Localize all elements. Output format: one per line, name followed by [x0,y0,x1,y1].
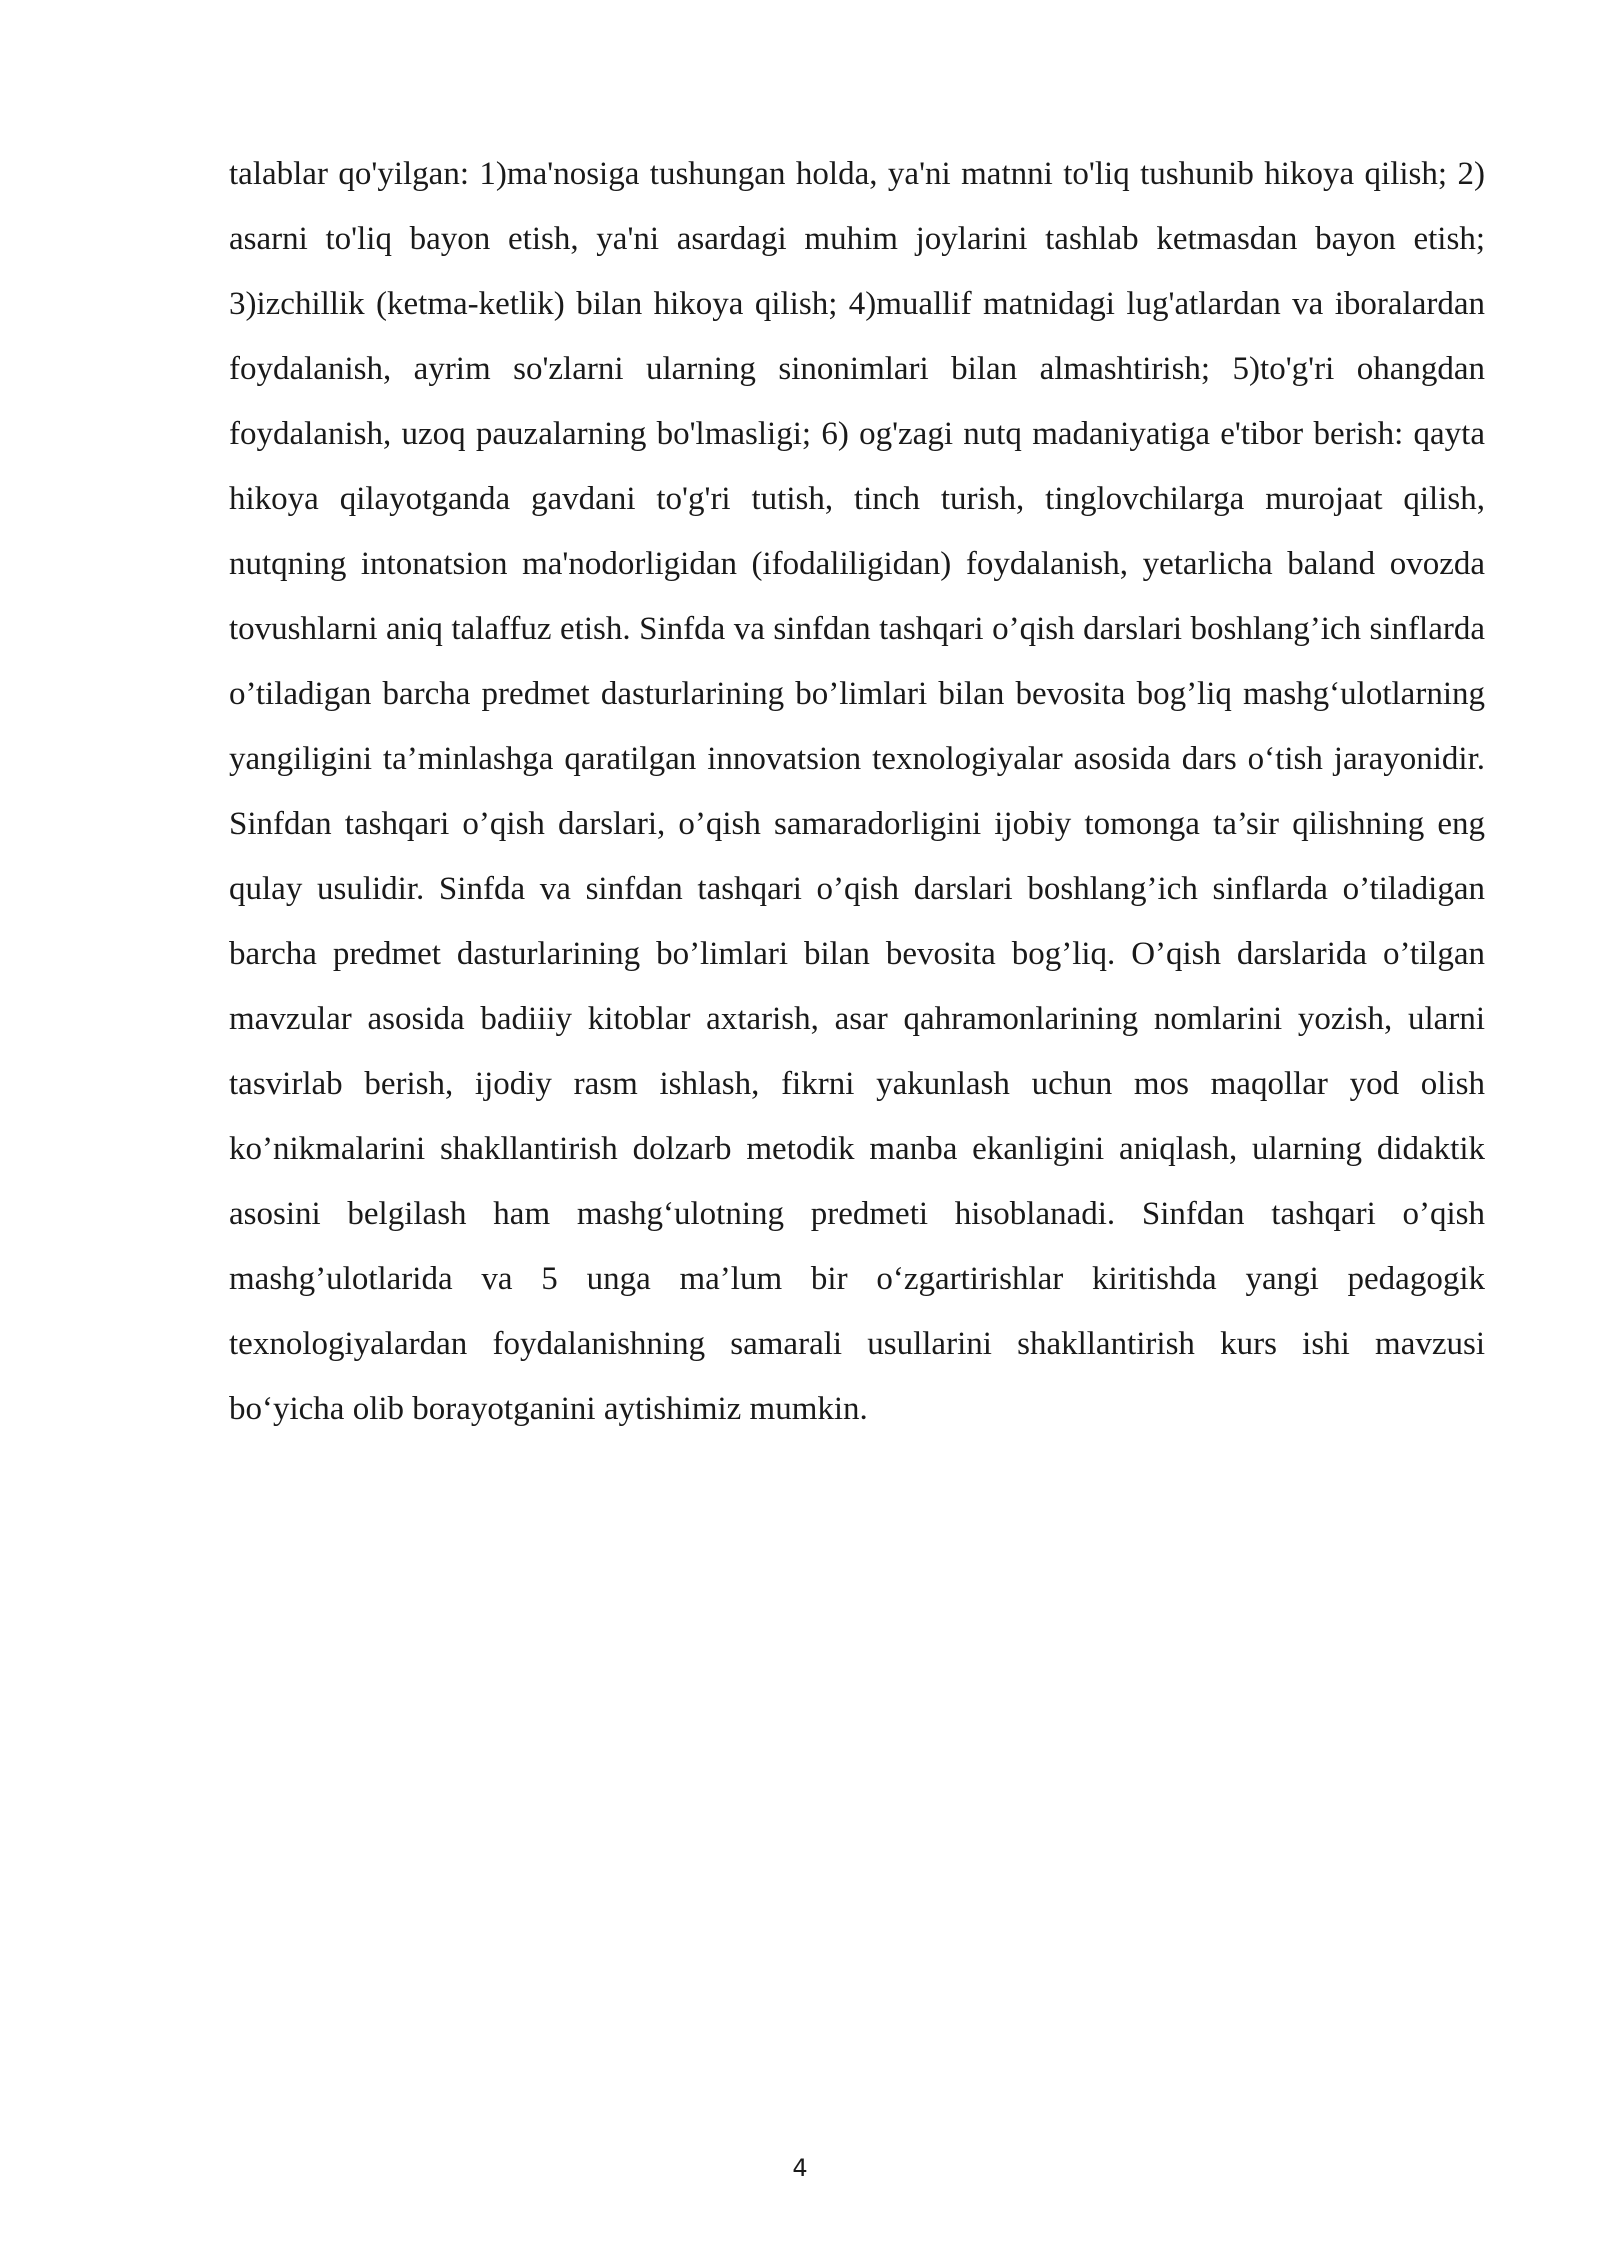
page-number: 4 [792,2154,808,2182]
body-paragraph: talablar qo'yilgan: 1)ma'nosiga tushungan holda, ya'ni matnni to'liq tushunib hikoya qilish; 2) asarni to'liq bayon etish, ya'ni asardagi muhim joylarini tashlab ketmasdan bayon etish; 3)izchillik (ketma-ketlik) bilan hikoya qilish; 4)muallif matnidagi lug'atlardan va iboralardan foydalanish, ayrim so'zlarni ularning sinonimlari bilan almashtirish; 5)to'g'ri ohangdan foydalanish, uzoq pauzalarning bo'lmasligi; 6) og'zagi nutq madaniyatiga e'tibor berish: qayta hikoya qilayotganda gavdani to'g'ri tutish, tinch turish, tinglovchilarga murojaat qilish, nutqning intonatsion ma'nodorligidan (ifodaliligidan) foydalanish, yetarlicha baland ovozda tovushlarni aniq talaffuz etish. Sinfda va sinfdan tashqari o’qish darslari boshlang’ich sinflarda o’tiladigan barcha predmet dasturlarining bo’limlari bilan bevosita bog’liq mashg‘ulotlarning yangiligini ta’minlashga qaratilgan innovatsion texnologiyalar asosida dars o‘tish jarayonidir. Sinfdan tashqari o’qish darslari, o’qish samaradorligini ijobiy tomonga ta’sir qilishning eng qulay usulidir. Sinfda va sinfdan tashqari o’qish darslari boshlang’ich sinflarda o’tiladigan barcha predmet dasturlarining bo’limlari bilan bevosita bog’liq. O’qish darslarida o’tilgan mavzular asosida badiiiy kitoblar axtarish, asar qahramonlarining nomlarini yozish, ularni tasvirlab berish, ijodiy rasm ishlash, fikrni yakunlash uchun mos maqollar yod olish ko’nikmalarini shakllantirish dolzarb metodik manba ekanligini aniqlash, ularning didaktik asosini belgilash ham mashg‘ulotning predmeti hisoblanadi. Sinfdan tashqari o’qish mashg’ulotlarida va 5 unga ma’lum bir o‘zgartirishlar kiritishda yangi pedagogik texnologiyalardan foydalanishning samarali usullarini shakllantirish kurs ishi mavzusi bo‘yicha olib borayotganini aytishimiz mumkin. [229,156,1485,1427]
